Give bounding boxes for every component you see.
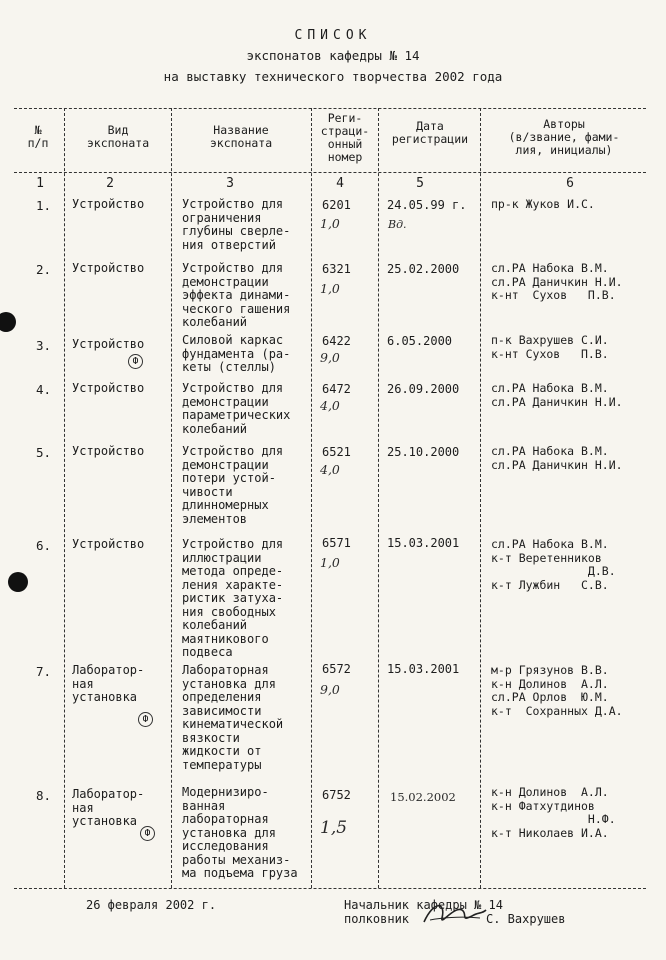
colnum-6: 6 [566,176,574,191]
row-authors: м-р Грязунов В.В. к-н Долинов А.Л. сл.РА Орлов Ю.М. к-т Сохранных Д.А. [491,663,623,718]
row-authors: к-н Долинов А.Л. к-н Фатхутдинов Н.Ф. к-т Николаев И.А. [491,785,616,840]
row-reg: 6472 [322,382,351,396]
row-date: 24.05.99 г. [387,198,467,212]
row-name: Лабораторная установка для определения зависимости кинематической вязкости жидкости от температуры [182,663,284,772]
row-number: 1. [36,198,52,213]
header-name: Название экспоната [209,123,273,150]
row-handwritten-value: 9,0 [320,350,340,365]
row-handwritten-value: 1,5 [320,818,348,838]
row-date: 25.02.2000 [387,262,460,276]
row-vid: Лаборатор- ная установка [72,787,145,828]
header-bottom-rule [14,172,646,173]
table-bottom-rule [14,888,646,889]
row-name: Модернизиро- ванная лабораторная установка для исследования работы механиз- ма подъема груза [182,785,298,880]
row-vid: Лаборатор- ная установка [72,663,145,704]
doc-subtitle-line: на выставку технического творчества 2002 года [163,69,503,84]
row-reg: 6201 [322,198,351,212]
header-authors: Авторы (в/звание, фами- лия, инициалы) [508,117,620,157]
col-divider-5 [480,108,481,888]
row-reg: 6571 [322,536,351,550]
footer-rank: полковник [344,912,410,926]
row-date: 25.10.2000 [387,445,460,459]
row-number: 3. [36,338,52,353]
row-authors: сл.РА Набока В.М. сл.РА Даничкин Н.И. [491,444,623,472]
row-handwritten-value: 4,0 [320,462,340,477]
colnum-2: 2 [106,176,114,191]
f-mark-icon: Ф [138,712,153,727]
row-reg: 6321 [322,262,351,276]
header-num: № п/п [27,123,49,150]
row-vid: Устройство [72,537,145,551]
row-name: Силовой каркас фундамента (ра- кеты (стеллы) [182,333,291,374]
row-name: Устройство для демонстрации потери устой- чивости длинномерных элементов [182,444,284,526]
col-divider-4 [378,108,379,888]
colnum-4: 4 [336,176,344,191]
row-date: 26.09.2000 [387,382,460,396]
row-handwritten-value: 4,0 [320,398,340,413]
doc-subtitle: экспонатов кафедры № 14 [246,48,420,63]
row-handwritten-value: 1,0 [320,281,340,296]
f-mark-icon: Ф [128,354,143,369]
row-vid: Устройство [72,444,145,458]
signature-mark [420,896,490,930]
punch-hole [0,312,16,332]
row-date: 15.03.2001 [387,662,460,676]
row-name: Устройство для ограничения глубины сверле- ния отверстий [182,197,291,252]
row-reg: 6521 [322,445,351,459]
row-authors: сл.РА Набока В.М. сл.РА Даничкин Н.И. к-нт Сухов П.В. [491,261,623,302]
f-mark-icon: Ф [140,826,155,841]
row-number: 4. [36,382,52,397]
footer-position: Начальник кафедры № 14 [344,898,503,912]
row-vid: Устройство [72,261,145,275]
row-vid: Устройство [72,197,145,211]
doc-title: СПИСОК [294,28,372,43]
footer-name: С. Вахрушев [486,912,566,926]
row-vid: Устройство [72,381,145,395]
row-number: 7. [36,664,52,679]
row-authors: пр-к Жуков И.С. [491,197,595,211]
row-authors: сл.РА Набока В.М. к-т Веретенников Д.В. к-т Лужбин С.В. [491,537,616,592]
col-divider-1 [64,108,65,888]
row-number: 2. [36,262,52,277]
row-handwritten-mark: Вд. [388,218,407,231]
col-divider-3 [311,108,312,888]
header-reg: Реги- страци- онный номер [320,111,370,164]
footer-date: 26 февраля 2002 г. [86,898,217,912]
punch-hole [8,572,28,592]
row-handwritten-value: 1,0 [320,216,340,231]
row-date: 6.05.2000 [387,334,453,348]
row-authors: п-к Вахрушев С.И. к-нт Сухов П.В. [491,333,609,361]
row-number: 6. [36,538,52,553]
row-reg: 6752 [322,788,351,802]
row-number: 8. [36,788,52,803]
row-number: 5. [36,445,52,460]
row-vid: Устройство [72,337,145,351]
row-authors: сл.РА Набока В.М. сл.РА Даничкин Н.И. [491,381,623,409]
row-reg: 6422 [322,334,351,348]
row-handwritten-value: 1,0 [320,555,340,570]
row-name: Устройство для демонстрации эффекта динами- ческого гашения колебаний [182,261,291,329]
colnum-3: 3 [226,176,234,191]
colnum-5: 5 [416,176,424,191]
row-handwritten-value: 9,0 [320,682,340,697]
header-date: Дата регистрации [391,119,469,146]
row-date: 15.03.2001 [387,536,460,550]
row-name: Устройство для демонстрации параметрических колебаний [182,381,291,436]
colnum-1: 1 [36,176,44,191]
row-reg: 6572 [322,662,351,676]
col-divider-2 [171,108,172,888]
row-name: Устройство для иллюстрации метода опреде- ления характе- ристик затуха- ния свободных колебаний маятникового подвеса [182,537,284,659]
table-top-rule [14,108,646,109]
header-vid: Вид экспоната [86,123,150,150]
row-date: 15.02.2002 [390,790,456,804]
